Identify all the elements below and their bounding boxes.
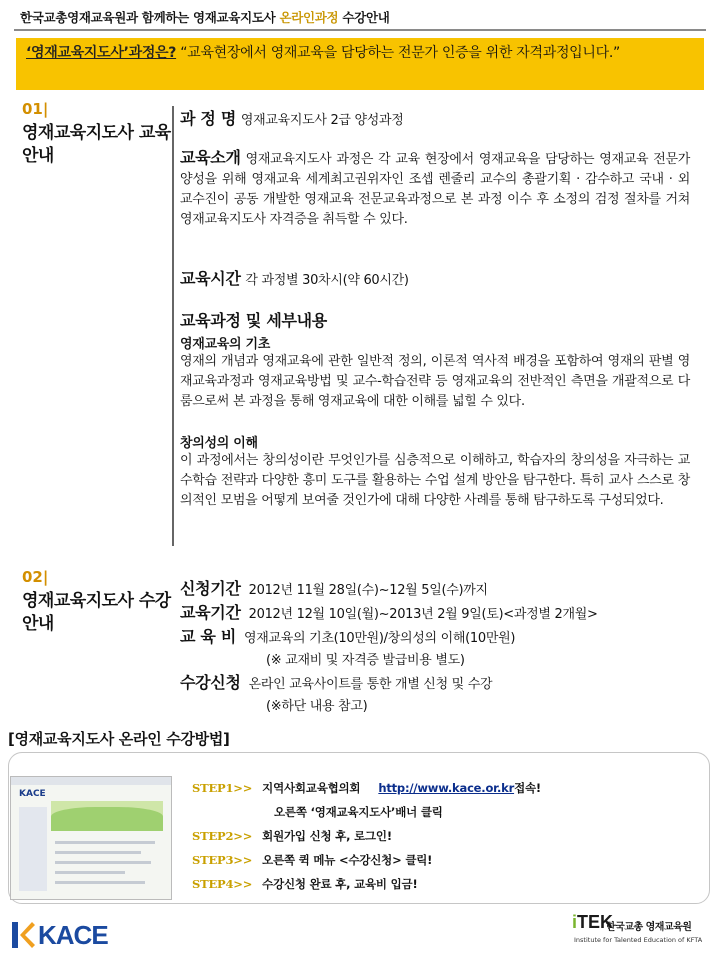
header-title-highlight: 온라인과정: [279, 10, 339, 25]
online-section-title: [영재교육지도사 온라인 수강방법]: [8, 730, 230, 748]
intro-text: 영재교육지도사 과정은 각 교육 현장에서 영재교육을 담당하는 영재교육 전문가 양성을 위해 영재교육 세계최고권위자인 조셉 렌줄리 교수의 총괄기획 · 감수하고 국내 · 외 교수진이 공동 개발한 영재교육 전문교육과정으로 본 과정 이수 후 소정의 검정 절차를 거쳐 영재교육지도사 자격증을 취득할 수 있다.: [180, 152, 690, 227]
curriculum-sub1-text: 영재의 개념과 영재교육에 관한 일반적 정의, 이론적 역사적 배경을 포함하여 영재의 판별 영재교육과정과 영재교육방법 및 교수-학습전략 등 영재교육의 전반적인 측면을 개괄적으로 다룸으로써 본 과정을 통해 영재교육에 대한 이해를 넓힐 수 있다.: [180, 354, 690, 409]
itek-korean-name: 한국교총 영재교육원: [606, 922, 692, 933]
section1-number: 01|: [22, 100, 49, 118]
step1-tag: STEP1>>: [192, 781, 253, 795]
intro-paragraph: [180, 148, 690, 230]
itek-logo: [572, 912, 712, 952]
kace-logo: [8, 918, 118, 952]
intro-label: 교육소개: [180, 148, 241, 167]
screenshot-line: [55, 871, 125, 874]
section2-title: 영재교육지도사 수강안내: [22, 591, 171, 634]
period-value: 2012년 12월 10일(월)~2013년 2월 9일(토)<과정별 2개월>: [248, 607, 598, 622]
section1-course: [180, 106, 690, 129]
step4-tag: STEP4>>: [192, 877, 253, 891]
itek-english-name: Institute for Talented Education of KFTA: [574, 936, 703, 944]
step2-tag: STEP2>>: [192, 829, 253, 843]
banner-answer: “교육현장에서 영재교육을 담당하는 전문가 인증을 위한 자격과정입니다.”: [180, 45, 620, 61]
course-value: 영재교육지도사 2급 양성과정: [240, 113, 404, 128]
section1-title: 영재교육지도사 교육안내: [22, 123, 171, 166]
screenshot-sidebar: [19, 807, 47, 891]
online-steps: [192, 776, 692, 896]
section1-time: [180, 266, 690, 289]
period-label: 교육기간: [180, 603, 241, 622]
fee-row: [180, 626, 690, 650]
register-note-row: [180, 696, 690, 718]
website-screenshot: [10, 776, 172, 900]
step4-text: 수강신청 완료 후, 교육비 입금!: [262, 877, 418, 891]
header-title-prefix: 한국교총영재교육원과 함께하는: [20, 10, 193, 25]
step1-text: 지역사회교육협의회: [262, 781, 361, 795]
time-label: 교육시간: [180, 269, 241, 288]
section2-details: [180, 578, 690, 718]
step3-tag: STEP3>>: [192, 853, 253, 867]
step2-text: 회원가입 신청 후, 로그인!: [262, 829, 392, 843]
step2: [192, 824, 692, 848]
apply-value: 2012년 11월 28일(수)~12월 5일(수)까지: [248, 583, 488, 598]
curriculum-sub1-title: 영재교육의 기초: [180, 337, 271, 352]
register-value: 온라인 교육사이트를 통한 개별 신청 및 수강: [248, 677, 493, 692]
register-label: 수강신청: [180, 673, 241, 692]
step1: [192, 776, 692, 800]
curriculum-sub2-text: 이 과정에서는 창의성이란 무엇인가를 심층적으로 이해하고, 학습자의 창의성을 자극하는 교수학습 전략과 다양한 흥미 도구를 활용하는 수업 설계 방안을 탐구한다. 특히 교사 스스로 창의적인 모범을 어떻게 보여줄 것인가에 대해 다양한 사례를 통해 탐구하도록 구성되었다.: [180, 453, 690, 508]
header-title-main: 영재교육지도사: [192, 10, 280, 25]
intro-banner: [16, 38, 704, 90]
step4: [192, 872, 692, 896]
kace-logo-mark-icon: [8, 920, 36, 950]
step3: [192, 848, 692, 872]
apply-label: 신청기간: [180, 579, 241, 598]
screenshot-line: [55, 841, 155, 844]
itek-i: i: [572, 912, 578, 932]
fee-value: 영재교육의 기초(10만원)/창의성의 이해(10만원): [244, 631, 516, 646]
screenshot-line: [55, 881, 145, 884]
time-value: 각 과정별 30차시(약 60시간): [245, 273, 409, 288]
screenshot-line: [55, 861, 151, 864]
screenshot-line: [55, 851, 141, 854]
fee-note: (※ 교재비 및 자격증 발급비용 별도): [266, 653, 465, 668]
header-divider: [14, 29, 706, 31]
fee-note-row: [180, 650, 690, 672]
fee-label: 교 육 비: [180, 627, 237, 646]
apply-row: [180, 578, 690, 602]
section-vertical-divider: [172, 106, 174, 546]
screenshot-logo: KACE: [19, 789, 46, 799]
step1-detail: [192, 800, 692, 824]
register-note: (※하단 내용 참고): [266, 699, 368, 714]
kace-logo-text: KACE: [38, 920, 108, 950]
banner-question: ‘영재교육지도사’과정은?: [26, 45, 177, 61]
header-title-suffix: 수강안내: [338, 10, 390, 25]
screenshot-topbar: [11, 777, 171, 785]
course-label: 과 정 명: [180, 109, 237, 128]
register-row: [180, 672, 690, 696]
itek-tek: TEK: [577, 912, 614, 932]
section1-curriculum: [180, 308, 690, 511]
section1-intro: [180, 148, 690, 230]
step3-text: 오른쪽 퀵 메뉴 <수강신청> 클릭!: [262, 853, 433, 867]
curriculum-label: 교육과정 및 세부내용: [180, 311, 327, 330]
section2-number: 02|: [22, 568, 49, 586]
kace-website-link[interactable]: http://www.kace.or.kr: [378, 781, 515, 795]
step1-after: 접속!: [514, 781, 541, 795]
step1b-text: 오른쪽 ‘영재교육지도사’배너 클릭: [274, 805, 443, 819]
page-header-title: [20, 8, 390, 26]
curriculum-sub2-title: 창의성의 이해: [180, 436, 258, 451]
period-row: [180, 602, 690, 626]
screenshot-banner-hill: [51, 807, 163, 831]
